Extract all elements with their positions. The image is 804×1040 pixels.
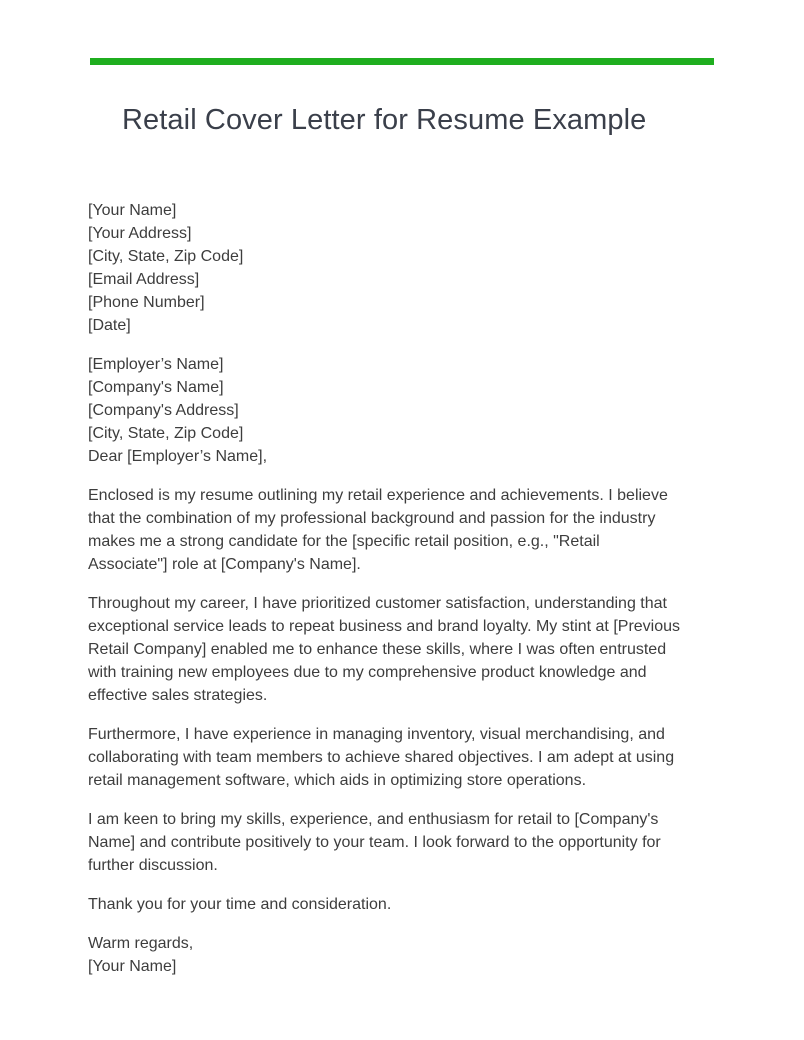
paragraph-line: Throughout my career, I have prioritized customer satisfaction, understanding that — [88, 595, 667, 612]
signature-name: [Your Name] — [88, 958, 177, 975]
page-title: Retail Cover Letter for Resume Example — [122, 104, 647, 136]
paragraph-line: collaborating with team members to achieve shared objectives. I am adept at using — [88, 749, 675, 766]
sender-address: [Your Address] — [88, 225, 192, 242]
letter-date: [Date] — [88, 317, 131, 334]
paragraph-line: further discussion. — [88, 857, 218, 874]
paragraph-line: Associate"] role at [Company's Name]. — [88, 556, 361, 573]
paragraph-intro — [88, 484, 688, 576]
paragraph-line: with training new employees due to my comprehensive product knowledge and — [88, 664, 647, 681]
sender-name: [Your Name] — [88, 202, 177, 219]
sender-city-state-zip: [City, State, Zip Code] — [88, 248, 244, 265]
paragraph-line: effective sales strategies. — [88, 687, 268, 704]
company-name: [Company's Name] — [88, 379, 224, 396]
sender-address-block — [88, 199, 688, 337]
paragraph-line: makes me a strong candidate for the [specific retail position, e.g., "Retail — [88, 533, 600, 550]
paragraph-thanks — [88, 893, 688, 916]
paragraph-line: exceptional service leads to repeat business and brand loyalty. My stint at [Previous — [88, 618, 681, 635]
paragraph-line: Thank you for your time and consideration. — [88, 896, 392, 913]
paragraph-line: Name] and contribute positively to your team. I look forward to the opportunity for — [88, 834, 661, 851]
letter-body — [88, 199, 688, 978]
paragraph-line: that the combination of my professional background and passion for the industry — [88, 510, 656, 527]
employer-name: [Employer’s Name] — [88, 356, 224, 373]
company-address: [Company's Address] — [88, 402, 239, 419]
recipient-address-block — [88, 353, 688, 468]
top-accent-bar — [90, 58, 714, 65]
sender-email: [Email Address] — [88, 271, 200, 288]
closing-block — [88, 932, 688, 978]
company-city-state-zip: [City, State, Zip Code] — [88, 425, 244, 442]
paragraph-closing-pitch — [88, 808, 688, 877]
paragraph-line: Furthermore, I have experience in managing inventory, visual merchandising, and — [88, 726, 665, 743]
paragraph-experience — [88, 592, 688, 707]
closing-phrase: Warm regards, — [88, 935, 194, 952]
paragraph-line: I am keen to bring my skills, experience, and enthusiasm for retail to [Company's — [88, 811, 659, 828]
paragraph-skills — [88, 723, 688, 792]
salutation: Dear [Employer’s Name], — [88, 448, 268, 465]
paragraph-line: Retail Company] enabled me to enhance these skills, where I was often entrusted — [88, 641, 667, 658]
sender-phone: [Phone Number] — [88, 294, 205, 311]
paragraph-line: retail management software, which aids in optimizing store operations. — [88, 772, 587, 789]
paragraph-line: Enclosed is my resume outlining my retail experience and achievements. I believe — [88, 487, 668, 504]
